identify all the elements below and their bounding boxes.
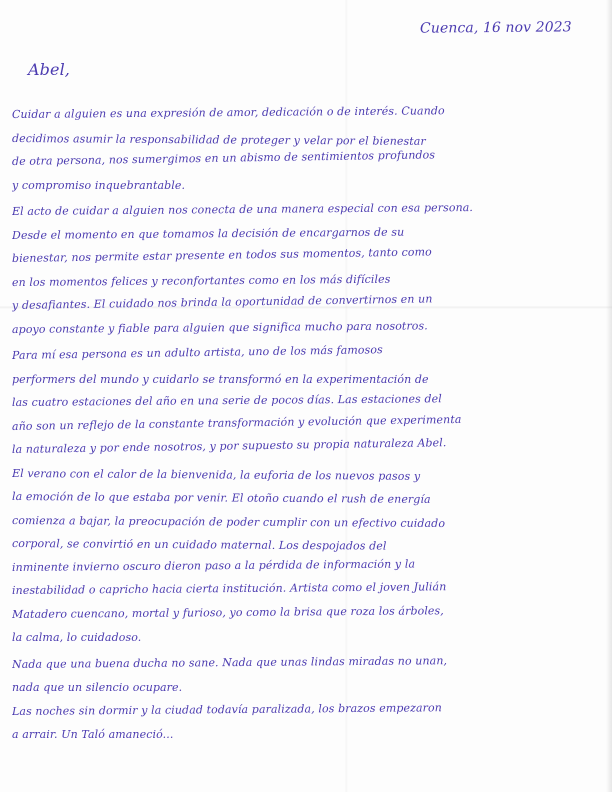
letter-line: y compromiso inquebrantable.: [12, 178, 186, 192]
letter-line: a arrair. Un Taló amaneció...: [12, 728, 174, 741]
letter-line: la naturaleza y por ende nosotros, y por supuesto su propia naturaleza Abel.: [11, 436, 447, 456]
letter-line: Matadero cuencano, mortal y furioso, yo como la brisa que roza los árboles,: [11, 603, 444, 621]
page-edge-shadow: [606, 0, 612, 792]
letter-body: [12, 103, 602, 747]
letter-line: corporal, se convirtió en un cuidado maternal. Los despojados del: [11, 537, 387, 553]
letter-line: en los momentos felices y reconfortantes como en los más difíciles: [11, 272, 391, 289]
letter-line: año son un reflejo de la constante transformación y evolución que experimenta: [11, 412, 462, 433]
letter-line: bienestar, nos permite estar presente en todos sus momentos, tanto como: [11, 245, 432, 265]
letter-salutation: Abel,: [28, 60, 70, 79]
letter-line: Para mí esa persona es un adulto artista, uno de los más famosos: [11, 343, 383, 362]
letter-line: Nada que una buena ducha no sane. Nada que unas lindas miradas no unan,: [11, 653, 448, 671]
letter-line: inminente invierno oscuro dieron paso a la pérdida de información y la: [11, 556, 416, 574]
letter-line: la calma, lo cuidadoso.: [12, 631, 142, 644]
letter-line: El verano con el calor de la bienvenida, la euforia de los nuevos pasos y: [11, 466, 421, 483]
letter-line: la emoción de lo que estaba por venir. El otoño cuando el rush de energía: [11, 490, 431, 506]
letter-line: decidimos asumir la responsabilidad de proteger y velar por el bienestar: [11, 131, 426, 148]
letter-line: apoyo constante y fiable para alguien que significa mucho para nosotros.: [11, 318, 428, 336]
letter-line: de otra persona, nos sumergimos en un abismo de sentimientos profundos: [11, 148, 436, 168]
letter-line: performers del mundo y cuidarlo se transformó en la experimentación de: [12, 372, 429, 386]
letter-line: y desafiantes. El cuidado nos brinda la oportunidad de convertirnos en un: [11, 292, 433, 312]
letter-line: las cuatro estaciones del año en una serie de pocos días. Las estaciones del: [11, 392, 442, 409]
letter-line: Cuidar a alguien es una expresión de amor, dedicación o de interés. Cuando: [11, 104, 445, 121]
letter-line: Las noches sin dormir y la ciudad todavía paralizada, los brazos empezaron: [11, 700, 442, 718]
letter-line: nada que un silencio ocupare.: [12, 681, 183, 694]
letter-line: Desde el momento en que tomamos la decisión de encargarnos de su: [11, 225, 405, 242]
letter-line: inestabilidad o capricho hacia cierta institución. Artista como el joven Julián: [11, 580, 447, 597]
letter-line: comienza a bajar, la preocupación de poder cumplir con un efectivo cuidado: [11, 513, 446, 530]
letter-line: El acto de cuidar a alguien nos conecta de una manera especial con esa persona.: [11, 200, 474, 218]
letter-date: Cuenca, 16 nov 2023: [420, 19, 573, 37]
